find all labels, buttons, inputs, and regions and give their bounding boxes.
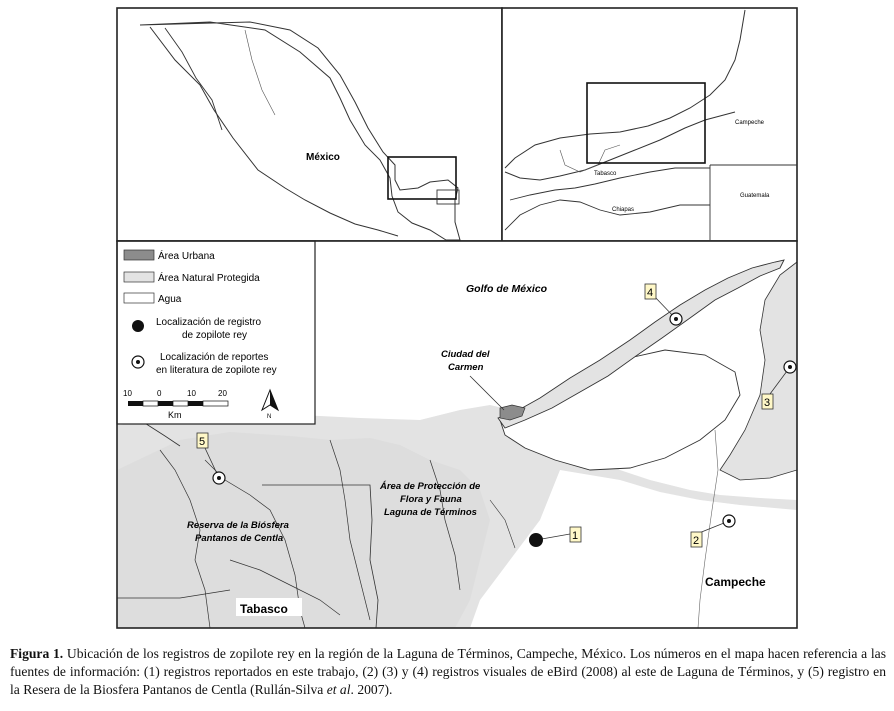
- scale-tick-2: 10: [187, 389, 196, 398]
- legend-protected: Área Natural Protegida: [158, 273, 260, 284]
- legend-swatch-urban: [124, 250, 154, 260]
- marker-4-number: 4: [647, 287, 654, 299]
- legend-literature-1: Localización de reportes: [160, 352, 269, 363]
- inset-label-guatemala: Guatemala: [740, 193, 770, 199]
- mexico-overview-map: [117, 8, 502, 241]
- scale-tick-1: 0: [157, 389, 162, 398]
- marker-5-number: 5: [199, 436, 206, 448]
- city-label-1: Ciudad del: [441, 349, 490, 360]
- scale-tick-0: 10: [123, 389, 132, 398]
- legend-record-symbol: [132, 320, 144, 332]
- protected-area-label-1: Área de Protección de: [380, 481, 481, 492]
- inset-label-chiapas: Chiapas: [612, 207, 635, 213]
- legend-literature-2: en literatura de zopilote rey: [156, 365, 277, 376]
- inset-label-campeche: Campeche: [735, 120, 765, 126]
- protected-area-label-3: Laguna de Términos: [384, 507, 477, 518]
- caption-text-b: . 2007).: [350, 682, 393, 697]
- caption-label: Figura 1.: [10, 646, 64, 661]
- marker-1-number: 1: [572, 530, 579, 542]
- caption-et-al: et al: [326, 682, 351, 697]
- reserve-label-2: Pantanos de Centla: [195, 533, 284, 544]
- protected-area-label-2: Flora y Fauna: [400, 494, 462, 505]
- figure-caption: [10, 645, 886, 699]
- marker-3-number: 3: [764, 397, 771, 409]
- reserve-label-1: Reserva de la Biósfera: [187, 520, 289, 531]
- legend-swatch-protected: [124, 272, 154, 282]
- legend-urban: Área Urbana: [158, 251, 215, 262]
- gulf-label: Golfo de México: [466, 283, 548, 295]
- north-label: N: [267, 414, 272, 420]
- state-label-tabasco: Tabasco: [240, 602, 288, 616]
- scale-unit: Km: [168, 410, 182, 420]
- marker-2-number: 2: [693, 535, 700, 547]
- city-label-2: Carmen: [448, 362, 484, 373]
- state-label-campeche: Campeche: [705, 575, 766, 589]
- legend-record-1: Localización de registro: [156, 317, 262, 328]
- legend-record-2: de zopilote rey: [182, 330, 248, 341]
- legend-water: Agua: [158, 294, 182, 305]
- caption-text-a: Ubicación de los registros de zopilote rey en la región de la Laguna de Términos, Campeche, México. Los números en el mapa hacen referencia a las fuentes de información: (1) registros reportados en este trabajo, (2) (3) y (4) registros visuales de eBird (2008) al este de Laguna de Términos, y (5) registro en la Resera de la Biosfera Pantanos de Centla (Rullán-Silva: [10, 646, 886, 697]
- legend-swatch-water: [124, 293, 154, 303]
- mexico-label: México: [306, 152, 340, 163]
- inset-label-tabasco: Tabasco: [594, 171, 617, 177]
- map-legend: [117, 241, 315, 424]
- scale-tick-3: 20: [218, 389, 227, 398]
- regional-inset-map: [502, 8, 797, 241]
